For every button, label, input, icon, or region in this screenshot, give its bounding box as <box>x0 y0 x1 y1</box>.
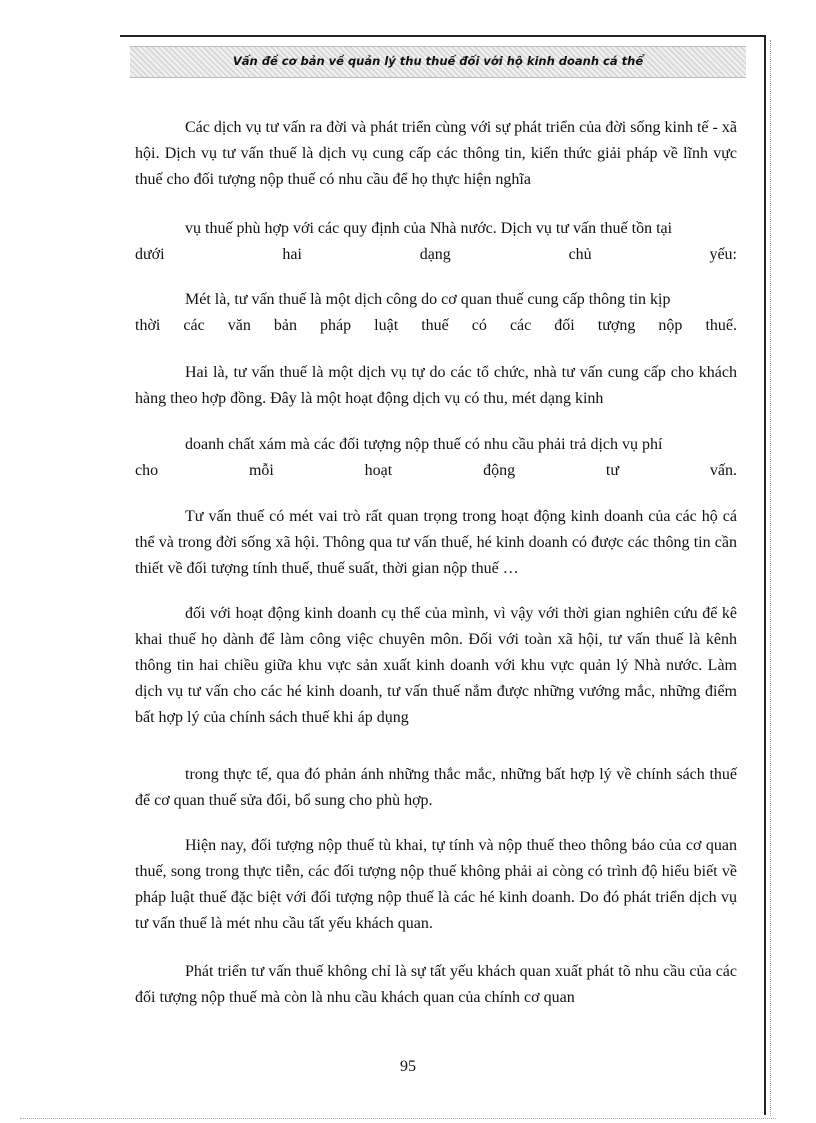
body-text <box>135 360 737 412</box>
page-number: 95 <box>400 1058 416 1075</box>
paragraph: Phát triển tư vấn thuế không chỉ là sự tất yếu khách quan xuất phát tõ nhu cầu của các đối tượng nộp thuế mà còn là nhu cầu khách quan của chính cơ quan <box>135 963 737 1006</box>
body-text <box>135 287 737 339</box>
paragraph: Tư vấn thuế có mét vai trò rất quan trọng trong hoạt động kinh doanh của các hộ cá thể và trong đời sống xã hội. Thông qua tư vấn thuế, hé kinh doanh có được các thông tin cần thiết về đối tượng tính thuế, thuế suất, thời gian nộp thuế … <box>135 508 737 577</box>
paragraph: vụ thuế phù hợp với các quy định của Nhà nước. Dịch vụ tư vấn thuế tồn tại <box>185 220 673 237</box>
page-frame-right <box>764 35 766 1115</box>
paragraph: cho mỗi hoạt động tư vấn. <box>135 462 737 479</box>
paragraph: Hai là, tư vấn thuế là một dịch vụ tự do các tổ chức, nhà tư vấn cung cấp cho khách hàng theo hợp đồng. Đây là một hoạt động dịch vụ có thu, mét dạng kinh <box>135 364 737 407</box>
body-text <box>135 833 737 937</box>
paragraph: Mét là, tư vấn thuế là một dịch công do cơ quan thuế cung cấp thông tin kịp <box>185 291 671 308</box>
paragraph: dưới hai dạng chủ yếu: <box>135 246 737 263</box>
bottom-dotted-rule <box>20 1118 776 1119</box>
page-frame-top <box>120 35 764 37</box>
body-text <box>135 432 737 484</box>
running-header <box>130 46 746 78</box>
body-text <box>135 762 737 814</box>
paragraph: doanh chất xám mà các đối tượng nộp thuế có nhu cầu phải trả dịch vụ phí <box>185 436 663 453</box>
paragraph: Các dịch vụ tư vấn ra đời và phát triển cùng với sự phát triển của đời sống kinh tế - xã hội. Dịch vụ tư vấn thuế là dịch vụ cung cấp các thông tin, kiến thức giải pháp về lĩnh vực thuế cho đối tượng nộp thuế có nhu cầu để họ thực hiện nghĩa <box>135 119 737 188</box>
body-text <box>135 216 737 268</box>
paragraph: trong thực tế, qua đó phản ánh những thắc mắc, những bất hợp lý về chính sách thuế để cơ quan thuế sửa đổi, bổ sung cho phù hợp. <box>135 766 737 809</box>
paragraph: đối với hoạt động kinh doanh cụ thể của mình, vì vậy với thời gian nghiên cứu để kê khai thuế họ dành để làm công việc chuyên môn. Đối với toàn xã hội, tư vấn thuế là kênh thông tin hai chiều giữa khu vực sản xuất kinh doanh với khu vực quản lý Nhà nước. Làm dịch vụ tư vấn cho các hé kinh doanh, tư vấn thuế nắm được những vướng mắc, những điểm bất hợp lý của chính sách thuế khi áp dụng <box>135 605 737 726</box>
body-text <box>135 504 737 582</box>
page-frame-shadow <box>770 40 772 1116</box>
running-header-title: Vấn đề cơ bản về quản lý thu thuế đối với hộ kinh doanh cá thể <box>232 54 644 68</box>
body-text <box>135 601 737 731</box>
paragraph: Hiện nay, đối tượng nộp thuế tù khai, tự tính và nộp thuế theo thông báo của cơ quan thuế, song trong thực tiễn, các đối tượng nộp thuế không phải ai còng có trình độ hiểu biết về pháp luật thuế đặc biệt với đối tượng nộp thuế là các hé kinh doanh. Do đó phát triển dịch vụ tư vấn thuế là mét nhu cầu tất yếu khách quan. <box>135 837 737 932</box>
paragraph: thời các văn bản pháp luật thuế có các đối tượng nộp thuế. <box>135 317 737 334</box>
body-text <box>135 115 737 193</box>
body-text <box>135 959 737 1011</box>
